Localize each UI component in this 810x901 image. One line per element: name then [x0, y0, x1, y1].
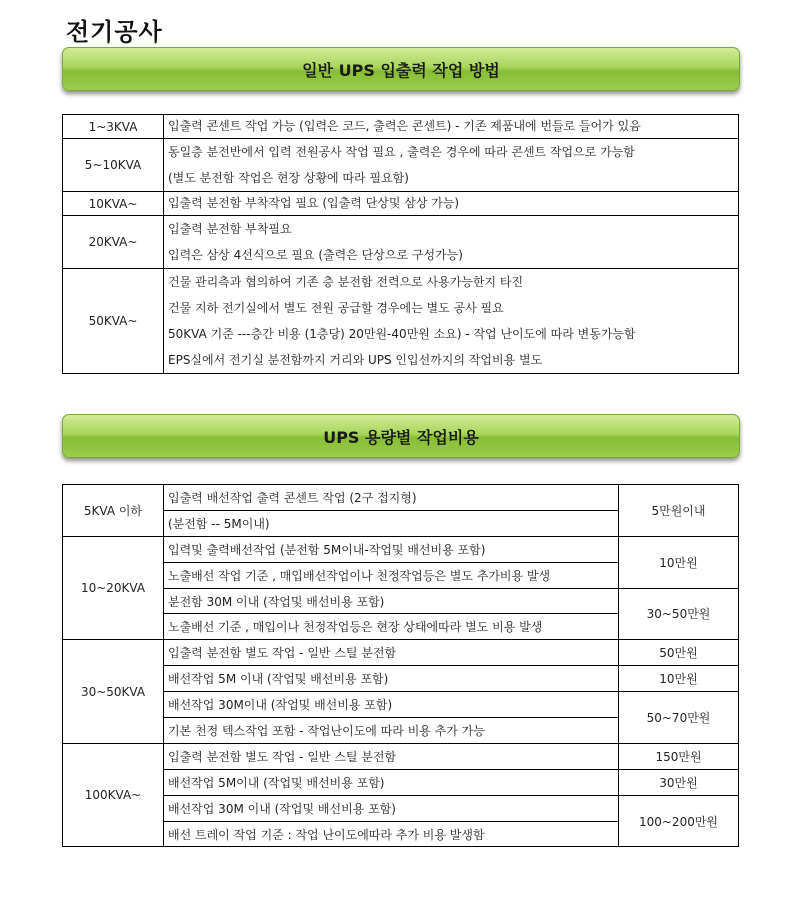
method-line: 동일층 분전반에서 입력 전원공사 작업 필요 , 출력은 경우에 따라 콘센트 작업으로 가능함 [168, 145, 635, 159]
price-cell: 30만원 [619, 769, 739, 795]
cost-row [63, 743, 739, 769]
price-cell: 100~200만원 [619, 795, 739, 847]
capacity-cell: 1~3KVA [63, 115, 164, 139]
price-cell: 150만원 [619, 743, 739, 769]
method-line: EPS실에서 전기실 분전함까지 거리와 UPS 인입선까지의 작업비용 별도 [168, 353, 543, 367]
cost-row [63, 769, 739, 795]
method-row [63, 192, 739, 216]
method-line: 건물 관리측과 협의하여 기존 층 분전함 전력으로 사용가능한지 타진 [168, 275, 524, 289]
method-line: 건물 지하 전기실에서 별도 전원 공급할 경우에는 별도 공사 필요 [168, 301, 504, 315]
method-line: 50KVA 기준 ---층간 비용 (1층당) 20만원-40만원 소요) - 작업 난이도에 따라 변동가능함 [168, 327, 636, 341]
work-description-cell: 배선 트레이 작업 기준 : 작업 난이도에따라 추가 비용 발생함 [164, 821, 619, 847]
cost-row [63, 795, 739, 821]
cost-row [63, 588, 739, 614]
price-cell: 10만원 [619, 536, 739, 588]
method-description-cell [164, 115, 739, 139]
method-line: 입출력 분전함 부착작업 필요 (입출력 단상및 삼상 가능) [168, 196, 460, 210]
work-description-cell: 배선작업 5M 이내 (작업및 배선비용 포함) [164, 666, 619, 692]
cost-row [63, 640, 739, 666]
method-line: 입출력 콘센트 작업 가능 (입력은 코드, 출력은 콘센트) - 기존 제품내에 번들로 들어가 있음 [168, 119, 641, 133]
work-description-cell: 입력및 출력배선작업 (분전함 5M이내-작업및 배선비용 포함) [164, 536, 619, 562]
work-description-cell: 배선작업 30M 이내 (작업및 배선비용 포함) [164, 795, 619, 821]
price-cell: 5만원이내 [619, 485, 739, 537]
work-description-cell: 배선작업 5M이내 (작업및 배선비용 포함) [164, 769, 619, 795]
capacity-cell: 100KVA~ [63, 743, 164, 847]
method-description-cell [164, 269, 739, 374]
capacity-cell: 5~10KVA [63, 139, 164, 192]
method-line: 입출력 분전함 부착필요 [168, 222, 292, 236]
work-description-cell: 입출력 분전함 별도 작업 - 일반 스틸 분전함 [164, 640, 619, 666]
work-description-cell: 분전함 30M 이내 (작업및 배선비용 포함) [164, 588, 619, 614]
method-description-cell [164, 192, 739, 216]
capacity-cell: 10~20KVA [63, 536, 164, 640]
work-description-cell: 입출력 분전함 별도 작업 - 일반 스틸 분전함 [164, 743, 619, 769]
method-row [63, 269, 739, 374]
method-description-cell [164, 139, 739, 192]
work-description-cell: 기본 천정 텍스작업 포함 - 작업난이도에 따라 비용 추가 가능 [164, 718, 619, 744]
cost-row [63, 666, 739, 692]
capacity-cell: 30~50KVA [63, 640, 164, 744]
io-method-table [62, 114, 739, 374]
price-cell: 50~70만원 [619, 692, 739, 744]
method-row [63, 115, 739, 139]
method-row [63, 139, 739, 192]
capacity-cell: 10KVA~ [63, 192, 164, 216]
method-description-cell [164, 216, 739, 269]
cost-row [63, 692, 739, 718]
capacity-cell: 5KVA 이하 [63, 485, 164, 537]
work-description-cell: 입출력 배선작업 출력 콘센트 작업 (2구 접지형) [164, 485, 619, 511]
page-title: 전기공사 [66, 18, 163, 46]
price-cell: 10만원 [619, 666, 739, 692]
work-description-cell: 배선작업 30M이내 (작업및 배선비용 포함) [164, 692, 619, 718]
work-description-cell: (분전함 -- 5M이내) [164, 510, 619, 536]
price-cell: 30~50만원 [619, 588, 739, 640]
section1-title-banner: 일반 UPS 입출력 작업 방법 [62, 47, 740, 91]
method-line: 입력은 삼상 4선식으로 필요 (출력은 단상으로 구성가능) [168, 248, 463, 262]
cost-row [63, 485, 739, 511]
work-description-cell: 노출배선 기준 , 매입이나 천정작업등은 현장 상태에따라 별도 비용 발생 [164, 614, 619, 640]
method-line: (별도 분전함 작업은 현장 상황에 따라 필요함) [168, 171, 409, 185]
section2-title-banner: UPS 용량별 작업비용 [62, 414, 740, 458]
cost-table [62, 484, 739, 847]
capacity-cell: 50KVA~ [63, 269, 164, 374]
cost-row [63, 536, 739, 562]
work-description-cell: 노출배선 작업 기준 , 매입배선작업이나 천정작업등은 별도 추가비용 발생 [164, 562, 619, 588]
price-cell: 50만원 [619, 640, 739, 666]
capacity-cell: 20KVA~ [63, 216, 164, 269]
method-row [63, 216, 739, 269]
